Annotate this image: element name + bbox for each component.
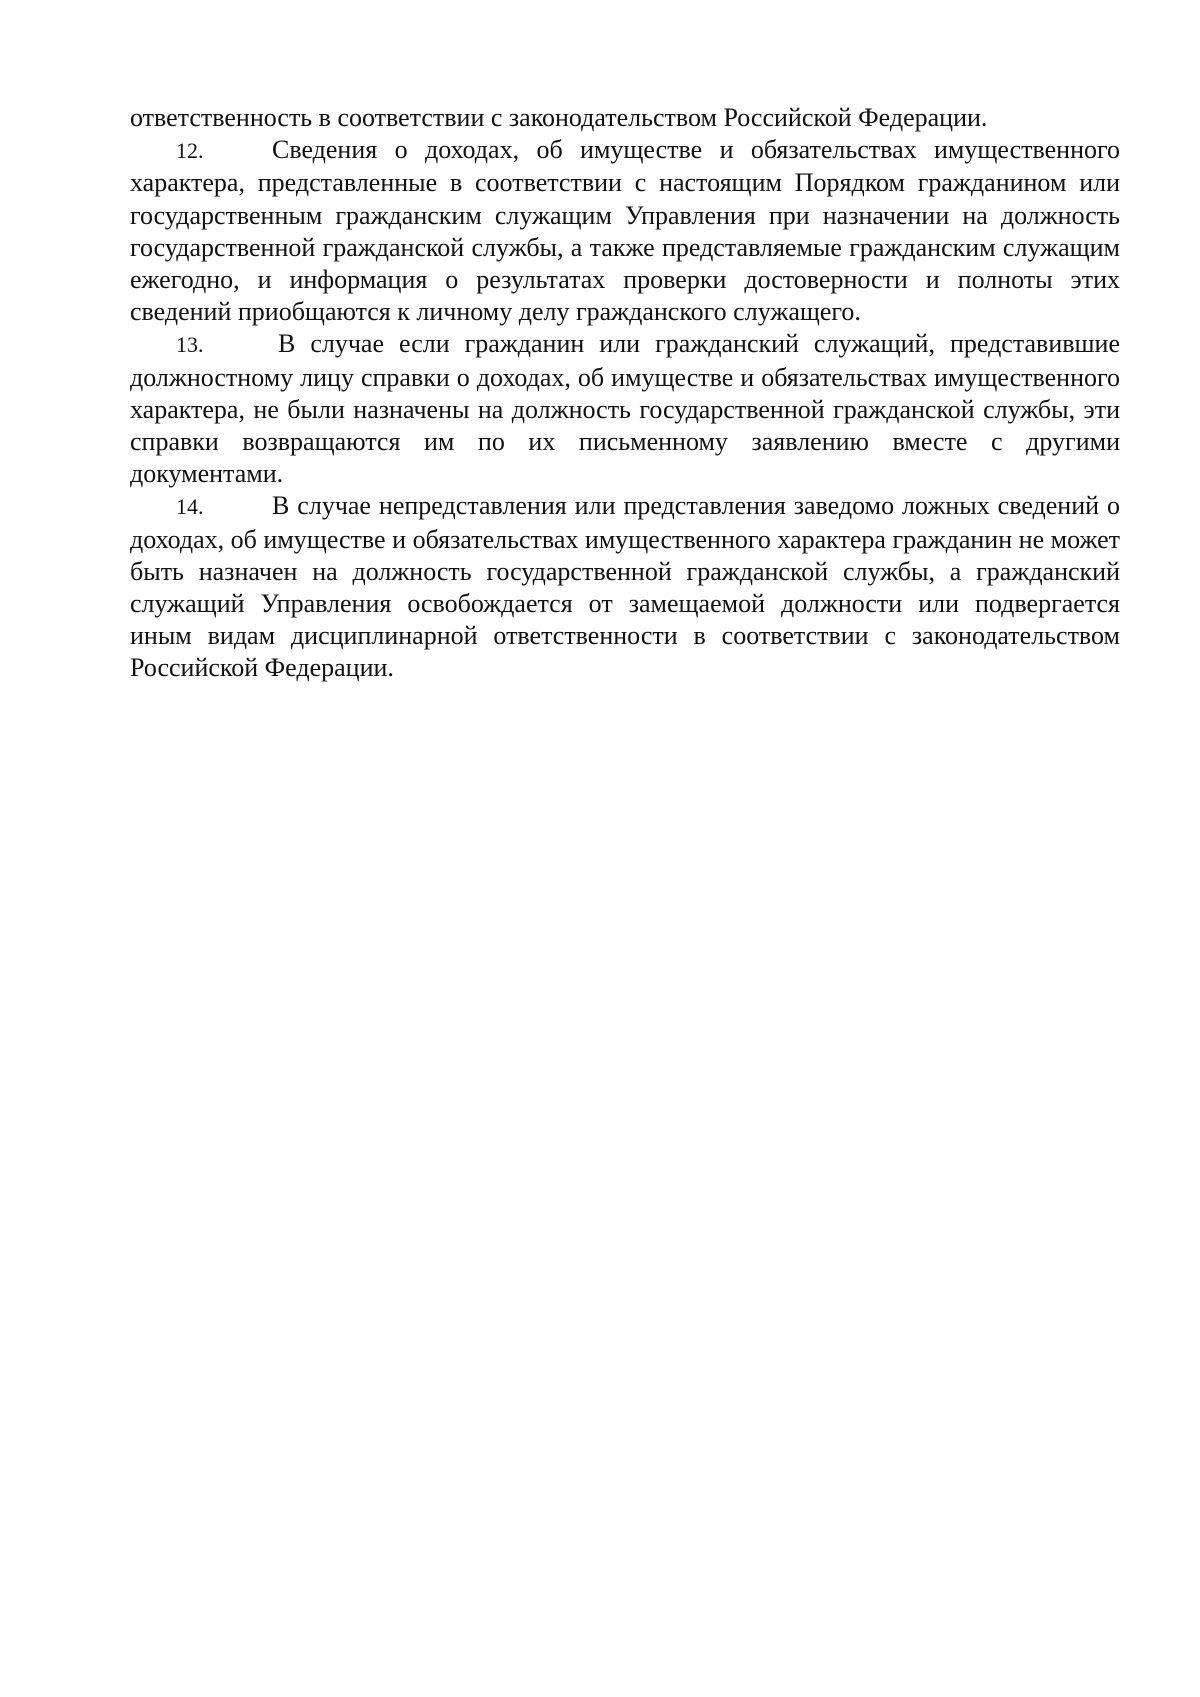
continuation-paragraph: ответственность в соответствии с законодательством Российской Федерации. (130, 103, 988, 132)
paragraph-13 (130, 328, 1120, 490)
paragraph-number: 12. (176, 138, 204, 164)
paragraph-text: Сведения о доходах, об имуществе и обязательствах имущественного характера, представленные в соответствии с настоящим Порядком гражданином или государственным гражданским служащим Управления при назначении на должность государственной гражданской службы, а также представляемые гражданским служащим ежегодно, и информация о результатах проверки достоверности и полноты этих сведений приобщаются к личному делу гражданского служащего. (130, 135, 1120, 327)
document-body (130, 102, 1120, 685)
paragraph-text: В случае если гражданин или гражданский служащий, представившие должностному лицу справки о доходах, об имуществе и обязательствах имущественного характера, не были назначены на должность государственной гражданской службы, эти справки возвращаются им по их письменному заявлению вместе с другими документами. (130, 329, 1120, 489)
paragraph-number: 14. (176, 494, 204, 520)
paragraph-12 (130, 134, 1120, 328)
paragraph-text: В случае непредставления или представления заведомо ложных сведений о доходах, об имуществе и обязательствах имущественного характера гражданин не может быть назначен на должность государственной гражданской службы, а гражданский служащий Управления освобождается от замещаемой должности или подвергается иным видам дисциплинарной ответственности в соответствии с законодательством Российской Федерации. (130, 491, 1120, 683)
paragraph-number: 13. (176, 332, 204, 358)
paragraph-14 (130, 490, 1120, 684)
